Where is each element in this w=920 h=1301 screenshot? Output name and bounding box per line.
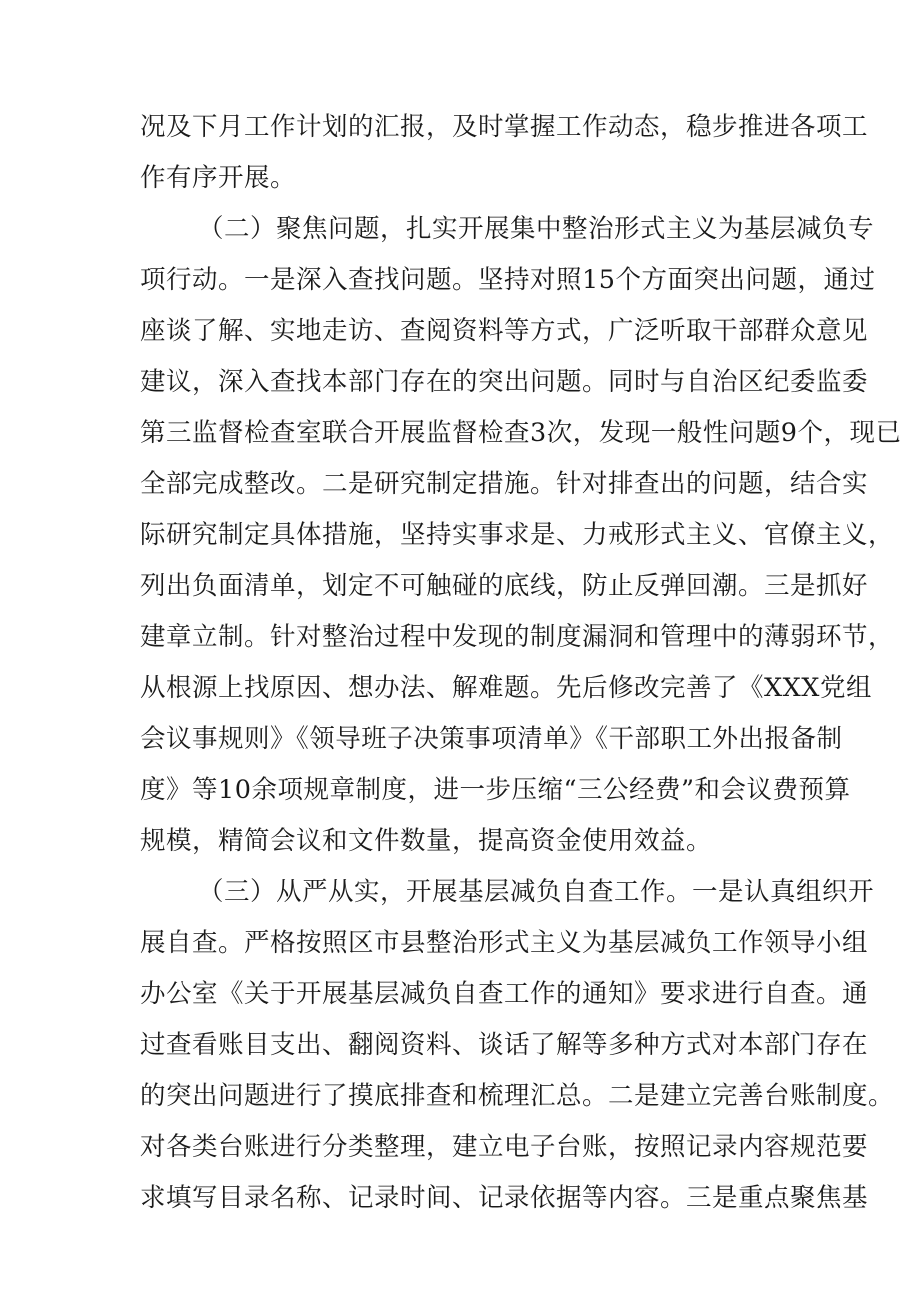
- text-line: 建章立制。针对整治过程中发现的制度漏洞和管理中的薄弱环节，: [140, 622, 895, 652]
- text-line: 展自查。严格按照区市县整治形式主义为基层减负工作领导小组: [140, 928, 869, 958]
- text-line: 际研究制定具体措施，坚持实事求是、力戒形式主义、官僚主义，: [140, 520, 895, 550]
- text-line: 规模，精简会议和文件数量，提高资金使用效益。: [140, 826, 713, 856]
- text-line: 会议事规则》《领导班子决策事项清单》《干部职工外出报备制: [140, 724, 843, 754]
- paragraph-start-line: （二）聚焦问题，扎实开展集中整治形式主义为基层减负专: [198, 214, 875, 244]
- text-line: 度》等10余项规章制度，进一步压缩“三公经费”和会议费预算: [140, 775, 851, 805]
- text-line: 作有序开展。: [140, 163, 297, 193]
- text-line: 列出负面清单，划定不可触碰的底线，防止反弹回潮。三是抓好: [140, 571, 869, 601]
- text-line: 对各类台账进行分类整理，建立电子台账，按照记录内容规范要: [140, 1132, 869, 1162]
- text-line: 从根源上找原因、想办法、解难题。先后修改完善了《XXX党组: [140, 673, 872, 703]
- text-line: 过查看账目支出、翻阅资料、谈话了解等多种方式对本部门存在: [140, 1030, 869, 1060]
- text-line: 座谈了解、实地走访、查阅资料等方式，广泛听取干部群众意见: [140, 316, 869, 346]
- text-line: 全部完成整改。二是研究制定措施。针对排查出的问题，结合实: [140, 469, 869, 499]
- text-line: 项行动。一是深入查找问题。坚持对照15个方面突出问题，通过: [140, 265, 876, 295]
- text-line: 第三监督检查室联合开展监督检查3次，发现一般性问题9个，现已: [140, 418, 902, 448]
- text-line: 办公室《关于开展基层减负自查工作的通知》要求进行自查。通: [140, 979, 869, 1009]
- paragraph-start-line: （三）从严从实，开展基层减负自查工作。一是认真组织开: [198, 877, 875, 907]
- text-line: 况及下月工作计划的汇报，及时掌握工作动态，稳步推进各项工: [140, 112, 869, 142]
- text-line: 的突出问题进行了摸底排查和梳理汇总。二是建立完善台账制度。: [140, 1081, 895, 1111]
- text-line: 建议，深入查找本部门存在的突出问题。同时与自治区纪委监委: [140, 367, 869, 397]
- text-line: 求填写目录名称、记录时间、记录依据等内容。三是重点聚焦基: [140, 1183, 869, 1213]
